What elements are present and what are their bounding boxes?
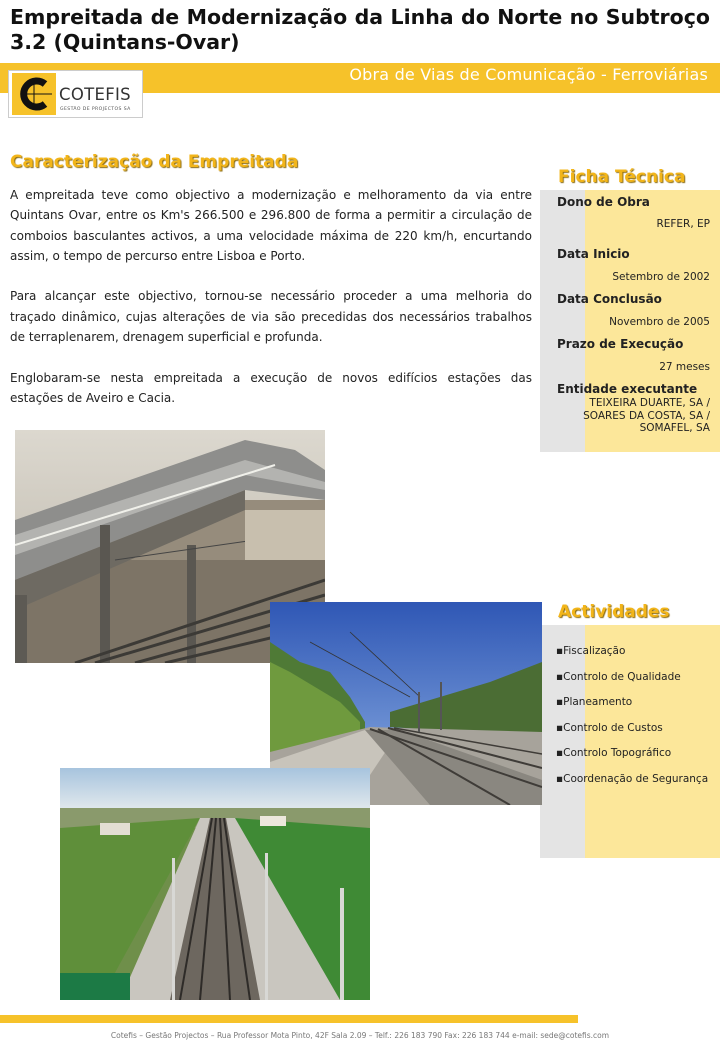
actividades-list	[556, 643, 708, 797]
section-heading-caracterizacao: Caracterização da Empreitada	[10, 152, 299, 172]
cotefis-logo	[8, 70, 143, 118]
logo-subtitle: GESTÃO DE PROJECTOS SA	[60, 107, 131, 112]
paragraph: Para alcançar este objectivo, tornou-se necessário proceder a uma melhoria do traçado dinâmico, cujas alterações de via são precedidas dos necessários trabalhos de terraplenarem, drenagem superficial e profunda.	[10, 289, 532, 345]
list-item: ▪Controlo Topográfico	[556, 747, 672, 760]
page-title: Empreitada de Modernização da Linha do Norte no Subtroço 3.2 (Quintans-Ovar)	[10, 5, 710, 54]
ficha-value-data-conclusao: Novembro de 2005	[609, 316, 710, 328]
section-heading-ficha-tecnica: Ficha Técnica	[558, 167, 686, 187]
ficha-value-entidade: TEIXEIRA DUARTE, SA / SOARES DA COSTA, SA / SOMAFEL, SA	[583, 397, 710, 434]
ficha-label-data-inicio: Data Inicio	[557, 247, 630, 261]
ficha-value-dono: REFER, EP	[656, 218, 710, 230]
ficha-label-data-conclusao: Data Conclusão	[557, 292, 662, 306]
ficha-value-data-inicio: Setembro de 2002	[612, 271, 710, 283]
header-band-text: Obra de Vias de Comunicação - Ferroviárias	[349, 65, 708, 84]
footer-text: Cotefis – Gestão Projectos – Rua Professor Mota Pinto, 42F Sala 2.09 – Telf.: 226 183 790 Fax: 226 183 744 e-mail: sede@cotefis.com	[110, 1031, 610, 1040]
section-heading-actividades: Actividades	[558, 602, 670, 622]
list-item: ▪Planeamento	[556, 696, 633, 709]
list-item: ▪Controlo de Qualidade	[556, 670, 681, 683]
body-text	[10, 185, 532, 429]
footer-bar	[0, 1015, 578, 1023]
list-item: ▪Controlo de Custos	[556, 721, 663, 734]
list-item: ▪Fiscalização	[556, 645, 626, 657]
cotefis-logo-icon	[12, 73, 56, 115]
ficha-label-dono: Dono de Obra	[557, 195, 650, 209]
list-item: ▪Coordenação de Segurança	[556, 772, 709, 785]
photo-aerial-track	[60, 768, 370, 1000]
paragraph: Englobaram-se nesta empreitada a execução de novos edifícios estações das estações de Aveiro e Cacia.	[10, 370, 532, 405]
paragraph: A empreitada teve como objectivo a modernização e melhoramento da via entre Quintans Ovar, entre os Km's 266.500 e 296.800 de forma a permitir a circulação de comboios basculantes activos, a uma velocidade máxima de 220 km/h, encurtando assim, o tempo de percurso entre Lisboa e Porto.	[10, 188, 532, 263]
ficha-label-prazo: Prazo de Execução	[557, 337, 684, 351]
logo-wordmark: COTEFIS	[59, 85, 131, 104]
ficha-label-entidade: Entidade executante	[557, 382, 698, 396]
ficha-value-prazo: 27 meses	[659, 361, 710, 373]
